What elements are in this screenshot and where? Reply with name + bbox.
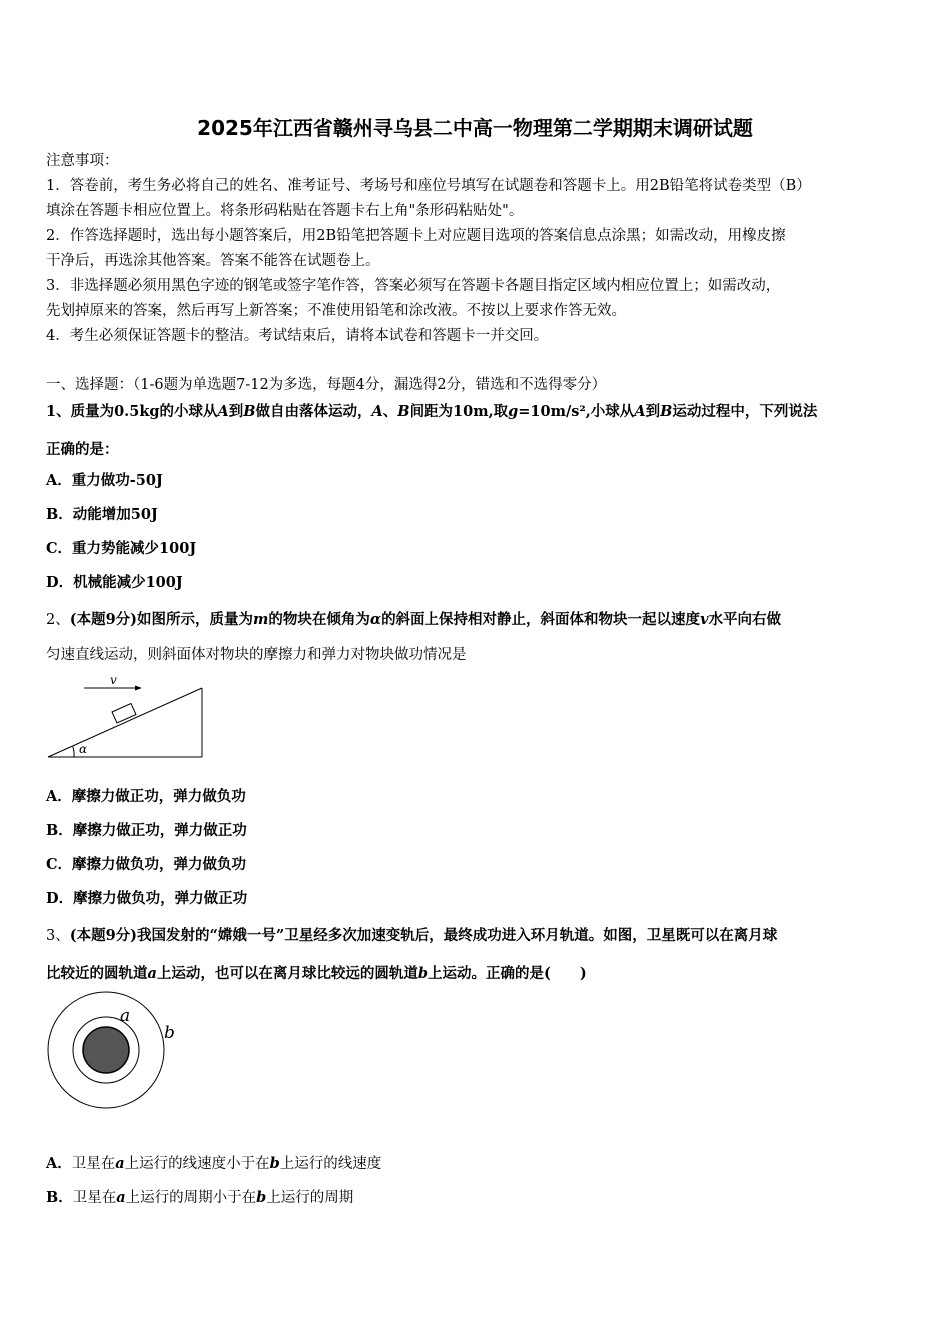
q1-option-c: C．重力势能减少100J: [46, 540, 197, 557]
notice-line: 3．非选择题必须用黑色字迹的钢笔或签字笔作答，答案必须写在答题卡各题目指定区域内相应位置上；如需改动，: [46, 278, 781, 294]
notice-heading: 注意事项：: [46, 153, 119, 169]
question-1-stem-cont: 正确的是：: [46, 441, 119, 458]
velocity-arrowhead: [135, 686, 142, 691]
q2-option-a: A．摩擦力做正功，弹力做负功: [46, 788, 246, 805]
q1-option-b: B．动能增加50J: [46, 506, 158, 523]
section-heading: 一、选择题：（1-6题为单选题7-12为多选，每题4分，漏选得2分，错选和不选得零分）: [46, 377, 607, 393]
orbit-figure: [44, 990, 184, 1114]
q3-option-a: A．卫星在a上运行的线速度小于在b上运行的线速度: [46, 1155, 382, 1172]
q2-option-d: D．摩擦力做负功，弹力做正功: [46, 890, 248, 907]
moon: [83, 1027, 129, 1073]
angle-label: α: [79, 742, 88, 756]
q1-option-a: A．重力做功-50J: [46, 472, 163, 489]
page-title: 2025年江西省赣州寻乌县二中高一物理第二学期期末调研试题: [197, 116, 753, 140]
q2-option-c: C．摩擦力做负功，弹力做负功: [46, 856, 247, 873]
orbit-b-label: b: [164, 1023, 175, 1043]
q3-option-b: B．卫星在a上运行的周期小于在b上运行的周期: [46, 1189, 354, 1206]
q2-option-b: B．摩擦力做正功，弹力做正功: [46, 822, 247, 839]
angle-arc: [73, 747, 74, 757]
question-3-stem: 3、(本题9分)我国发射的“嫦娥一号”卫星经多次加速变轨后，最终成功进入环月轨道。如图，卫星既可以在离月球: [46, 927, 778, 944]
notice-line: 1．答卷前，考生务必将自己的姓名、准考证号、考场号和座位号填写在试题卷和答题卡上。用2B铅笔将试卷类型（B）: [46, 178, 811, 194]
question-2-stem: 2、(本题9分)如图所示，质量为m的物块在倾角为α的斜面上保持相对静止，斜面体和物块一起以速度v水平向右做: [46, 611, 781, 628]
notice-line: 2．作答选择题时，选出每小题答案后，用2B铅笔把答题卡上对应题目选项的答案信息点涂黑；如需改动，用橡皮擦: [46, 228, 786, 244]
q1-option-d: D．机械能减少100J: [46, 574, 183, 591]
block: [112, 704, 136, 724]
orbit-a-label: a: [120, 1006, 131, 1026]
question-1-stem: 1、质量为0.5kg的小球从A到B做自由落体运动，A、B间距为10m,取g=10m/s²,小球从A到B运动过程中，下列说法: [46, 403, 818, 420]
question-2-stem-cont: 匀速直线运动，则斜面体对物块的摩擦力和弹力对物块做功情况是: [46, 647, 467, 663]
incline-figure: [44, 672, 208, 762]
notice-line: 先划掉原来的答案，然后再写上新答案；不准使用铅笔和涂改液。不按以上要求作答无效。: [46, 303, 626, 319]
question-3-stem-cont: 比较近的圆轨道a上运动，也可以在离月球比较远的圆轨道b上运动。正确的是( ): [46, 965, 587, 982]
notice-line: 4．考生必须保证答题卡的整洁。考试结束后，请将本试卷和答题卡一并交回。: [46, 328, 549, 344]
velocity-label: v: [110, 673, 117, 687]
notice-line: 填涂在答题卡相应位置上。将条形码粘贴在答题卡右上角"条形码粘贴处"。: [46, 203, 524, 219]
incline-slope: [48, 688, 202, 757]
notice-line: 干净后，再选涂其他答案。答案不能答在试题卷上。: [46, 253, 380, 269]
